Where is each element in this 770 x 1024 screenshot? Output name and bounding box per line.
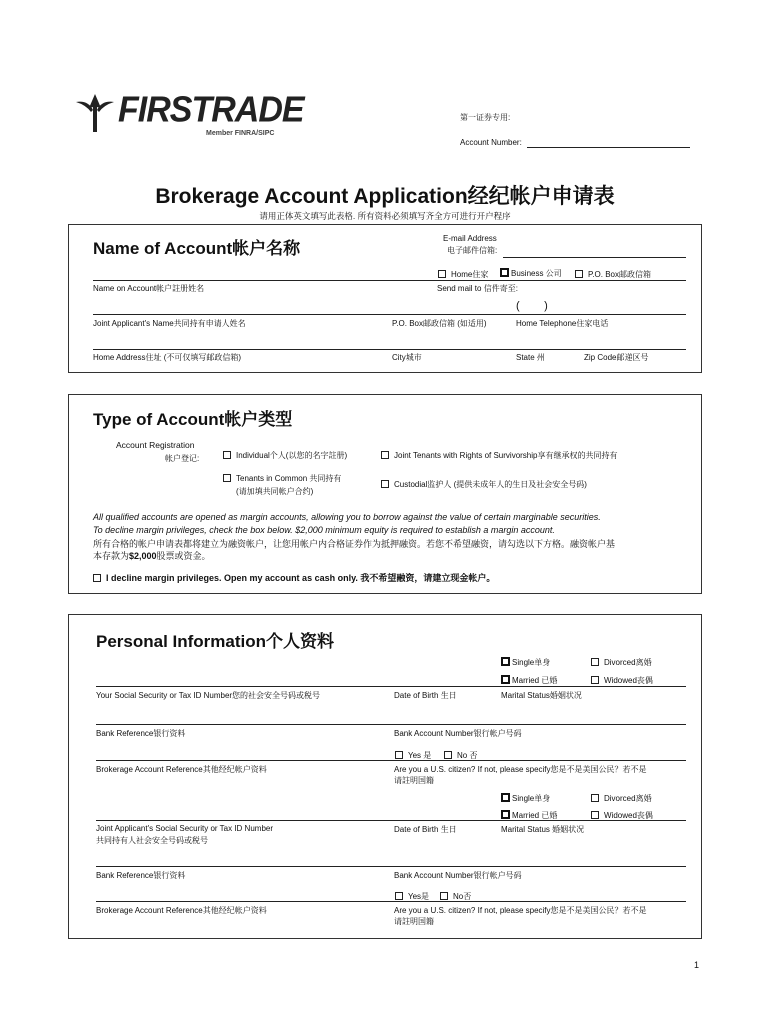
office-use-label: 第一证券专用: bbox=[460, 113, 511, 122]
joint-married-option[interactable]: Married 已婚 bbox=[501, 810, 557, 821]
joint-marital-label: Marital Status 婚姻状况 bbox=[501, 825, 585, 834]
individual-checkbox[interactable] bbox=[223, 451, 231, 459]
joint-citizen-question-2: 请註明国籍 bbox=[394, 917, 434, 926]
account-number-field[interactable] bbox=[527, 147, 690, 148]
widowed-checkbox[interactable] bbox=[591, 676, 599, 684]
bank-ref-label: Bank Reference银行资料 bbox=[96, 729, 186, 738]
joint-citizen-no-option[interactable]: No否 bbox=[440, 891, 471, 902]
joint-divorced-checkbox[interactable] bbox=[591, 794, 599, 802]
city-label: City城市 bbox=[392, 353, 422, 362]
joint-citizen-yes-checkbox[interactable] bbox=[395, 892, 403, 900]
zip-label: Zip Code邮递区号 bbox=[584, 353, 649, 362]
mail-home-option[interactable]: Home住家 bbox=[438, 269, 488, 280]
joint-married-checkbox[interactable] bbox=[501, 810, 510, 819]
po-box-label: P.O. Box邮政信箱 (如适用) bbox=[392, 319, 487, 328]
ssn-field[interactable] bbox=[96, 686, 686, 687]
marital-label: Marital Status婚姻状况 bbox=[501, 691, 582, 700]
citizen-question-2: 请註明国籍 bbox=[394, 776, 434, 785]
joint-widowed-checkbox[interactable] bbox=[591, 811, 599, 819]
name-section-heading: Name of Account帐户名称 bbox=[93, 239, 301, 258]
joint-ssn-field[interactable] bbox=[96, 820, 686, 821]
decline-margin-checkbox[interactable] bbox=[93, 574, 101, 582]
name-on-account-field[interactable] bbox=[93, 280, 686, 281]
bank-acct-label: Bank Account Number银行帐户号码 bbox=[394, 729, 522, 738]
logo-text: FIRSTRADE bbox=[118, 90, 304, 130]
personal-section-heading: Personal Information个人资料 bbox=[96, 632, 335, 651]
joint-bank-ref-field[interactable] bbox=[96, 866, 686, 867]
mail-business-option[interactable]: Business 公司 bbox=[500, 268, 562, 279]
single-option[interactable]: Single单身 bbox=[501, 657, 550, 668]
ssn-label: Your Social Security or Tax ID Number您的社会安全号码或税号 bbox=[96, 691, 321, 700]
custodial-checkbox[interactable] bbox=[381, 480, 389, 488]
registration-label-cn: 帐户登记: bbox=[165, 454, 200, 463]
mail-pobox-option[interactable]: P.O. Box邮政信箱 bbox=[575, 269, 651, 280]
widowed-option[interactable]: Widowed丧偶 bbox=[591, 675, 653, 686]
joint-bank-ref-label: Bank Reference银行资料 bbox=[96, 871, 186, 880]
joint-citizen-yes-option[interactable]: Yes是 bbox=[395, 891, 429, 902]
page-number: 1 bbox=[694, 960, 700, 970]
joint-name-field[interactable] bbox=[93, 314, 686, 315]
home-phone-label: Home Telephone住家电话 bbox=[516, 319, 609, 328]
joint-tenants-option[interactable]: Joint Tenants with Rights of Survivorship享有继承权的共同持有 bbox=[381, 450, 617, 461]
page-title: Brokerage Account Application经纪帐户申请表 bbox=[155, 185, 615, 208]
type-section-heading: Type of Account帐户类型 bbox=[93, 410, 293, 429]
single-checkbox[interactable] bbox=[501, 657, 510, 666]
brokerage-ref-field[interactable] bbox=[96, 760, 686, 761]
joint-widowed-option[interactable]: Widowed丧偶 bbox=[591, 810, 653, 821]
citizen-question: Are you a U.S. citizen? If not, please specify您是不是美国公民？若不是 bbox=[394, 765, 647, 774]
citizen-no-option[interactable]: No 否 bbox=[444, 750, 477, 761]
tenants-common-checkbox[interactable] bbox=[223, 474, 231, 482]
divorced-option[interactable]: Divorced离婚 bbox=[591, 657, 652, 668]
citizen-yes-checkbox[interactable] bbox=[395, 751, 403, 759]
joint-single-checkbox[interactable] bbox=[501, 793, 510, 802]
decline-margin-option[interactable]: I decline margin privileges. Open my account as cash only. 我不希望融资，请建立现金帐户。 bbox=[93, 571, 495, 584]
individual-option[interactable]: Individual个人(以您的名字註册) bbox=[223, 450, 347, 461]
joint-dob-label: Date of Birth 生日 bbox=[394, 825, 457, 834]
registration-label: Account Registration bbox=[116, 440, 195, 450]
married-option[interactable]: Married 已婚 bbox=[501, 675, 557, 686]
married-checkbox[interactable] bbox=[501, 675, 510, 684]
state-label: State 州 bbox=[516, 353, 545, 362]
joint-ssn-label-cn: 共同持有人社会安全号码或税号 bbox=[96, 836, 208, 845]
citizen-yes-option[interactable]: Yes 是 bbox=[395, 750, 431, 761]
margin-text-cn-1: 所有合格的帐户申请表都将建立为融资帐户，让您用帐户内合格证券作为抵押融资。若您不希望融资，请勾选以下方格。融资帐户基 bbox=[93, 539, 616, 549]
mail-pobox-checkbox[interactable] bbox=[575, 270, 583, 278]
joint-citizen-no-checkbox[interactable] bbox=[440, 892, 448, 900]
margin-text-en-2: To decline margin privileges, check the box below. $2,000 minimum equity is required to establish a margin account. bbox=[93, 525, 555, 535]
margin-text-cn-2: 本存款为$2,000股票或资金。 bbox=[93, 551, 211, 561]
home-address-field[interactable] bbox=[93, 349, 686, 350]
joint-brokerage-ref-field[interactable] bbox=[96, 901, 686, 902]
joint-citizen-question: Are you a U.S. citizen? If not, please specify您是不是美国公民？若不是 bbox=[394, 906, 647, 915]
divorced-checkbox[interactable] bbox=[591, 658, 599, 666]
mail-home-checkbox[interactable] bbox=[438, 270, 446, 278]
tenants-common-option[interactable]: Tenants in Common 共同持有 bbox=[223, 473, 341, 484]
home-address-label: Home Address住址 (不可仅填写邮政信箱) bbox=[93, 353, 242, 362]
mail-business-checkbox[interactable] bbox=[500, 268, 509, 277]
email-label: E-mail Address bbox=[443, 234, 497, 243]
joint-name-label: Joint Applicant's Name共同持有申请人姓名 bbox=[93, 319, 246, 328]
tenants-common-note: (请加填共同帐户合约) bbox=[236, 487, 314, 496]
joint-brokerage-ref-label: Brokerage Account Reference其他经纪帐户资料 bbox=[96, 906, 267, 915]
margin-text-en-1: All qualified accounts are opened as margin accounts, allowing you to borrow against the value of certain marginable securities. bbox=[93, 512, 601, 522]
name-on-account-label: Name on Account帐户註册姓名 bbox=[93, 284, 205, 293]
brokerage-ref-label: Brokerage Account Reference其他经纪帐户资料 bbox=[96, 765, 267, 774]
dob-label: Date of Birth 生日 bbox=[394, 691, 457, 700]
email-field[interactable] bbox=[503, 257, 686, 258]
member-finra: Member FINRA/SIPC bbox=[206, 130, 275, 137]
joint-single-option[interactable]: Single单身 bbox=[501, 793, 550, 804]
custodial-option[interactable]: Custodial监护人 (提供未成年人的生日及社会安全号码) bbox=[381, 479, 587, 490]
citizen-no-checkbox[interactable] bbox=[444, 751, 452, 759]
joint-bank-acct-label: Bank Account Number银行帐户号码 bbox=[394, 871, 522, 880]
account-number-label: Account Number: bbox=[460, 138, 522, 147]
send-mail-label: Send mail to 信件寄至: bbox=[437, 284, 518, 293]
phone-area-code[interactable]: ( ) bbox=[516, 300, 548, 312]
firstrade-logo-icon bbox=[74, 92, 116, 134]
joint-divorced-option[interactable]: Divorced离婚 bbox=[591, 793, 652, 804]
bank-ref-field[interactable] bbox=[96, 724, 686, 725]
joint-ssn-label: Joint Applicant's Social Security or Tax ID Number bbox=[96, 824, 274, 833]
email-label-cn: 电子邮件信箱: bbox=[447, 246, 498, 255]
page-subtitle: 请用正体英文填写此表格. 所有资料必须填写齐全方可进行开户程序 bbox=[259, 211, 511, 221]
joint-tenants-checkbox[interactable] bbox=[381, 451, 389, 459]
